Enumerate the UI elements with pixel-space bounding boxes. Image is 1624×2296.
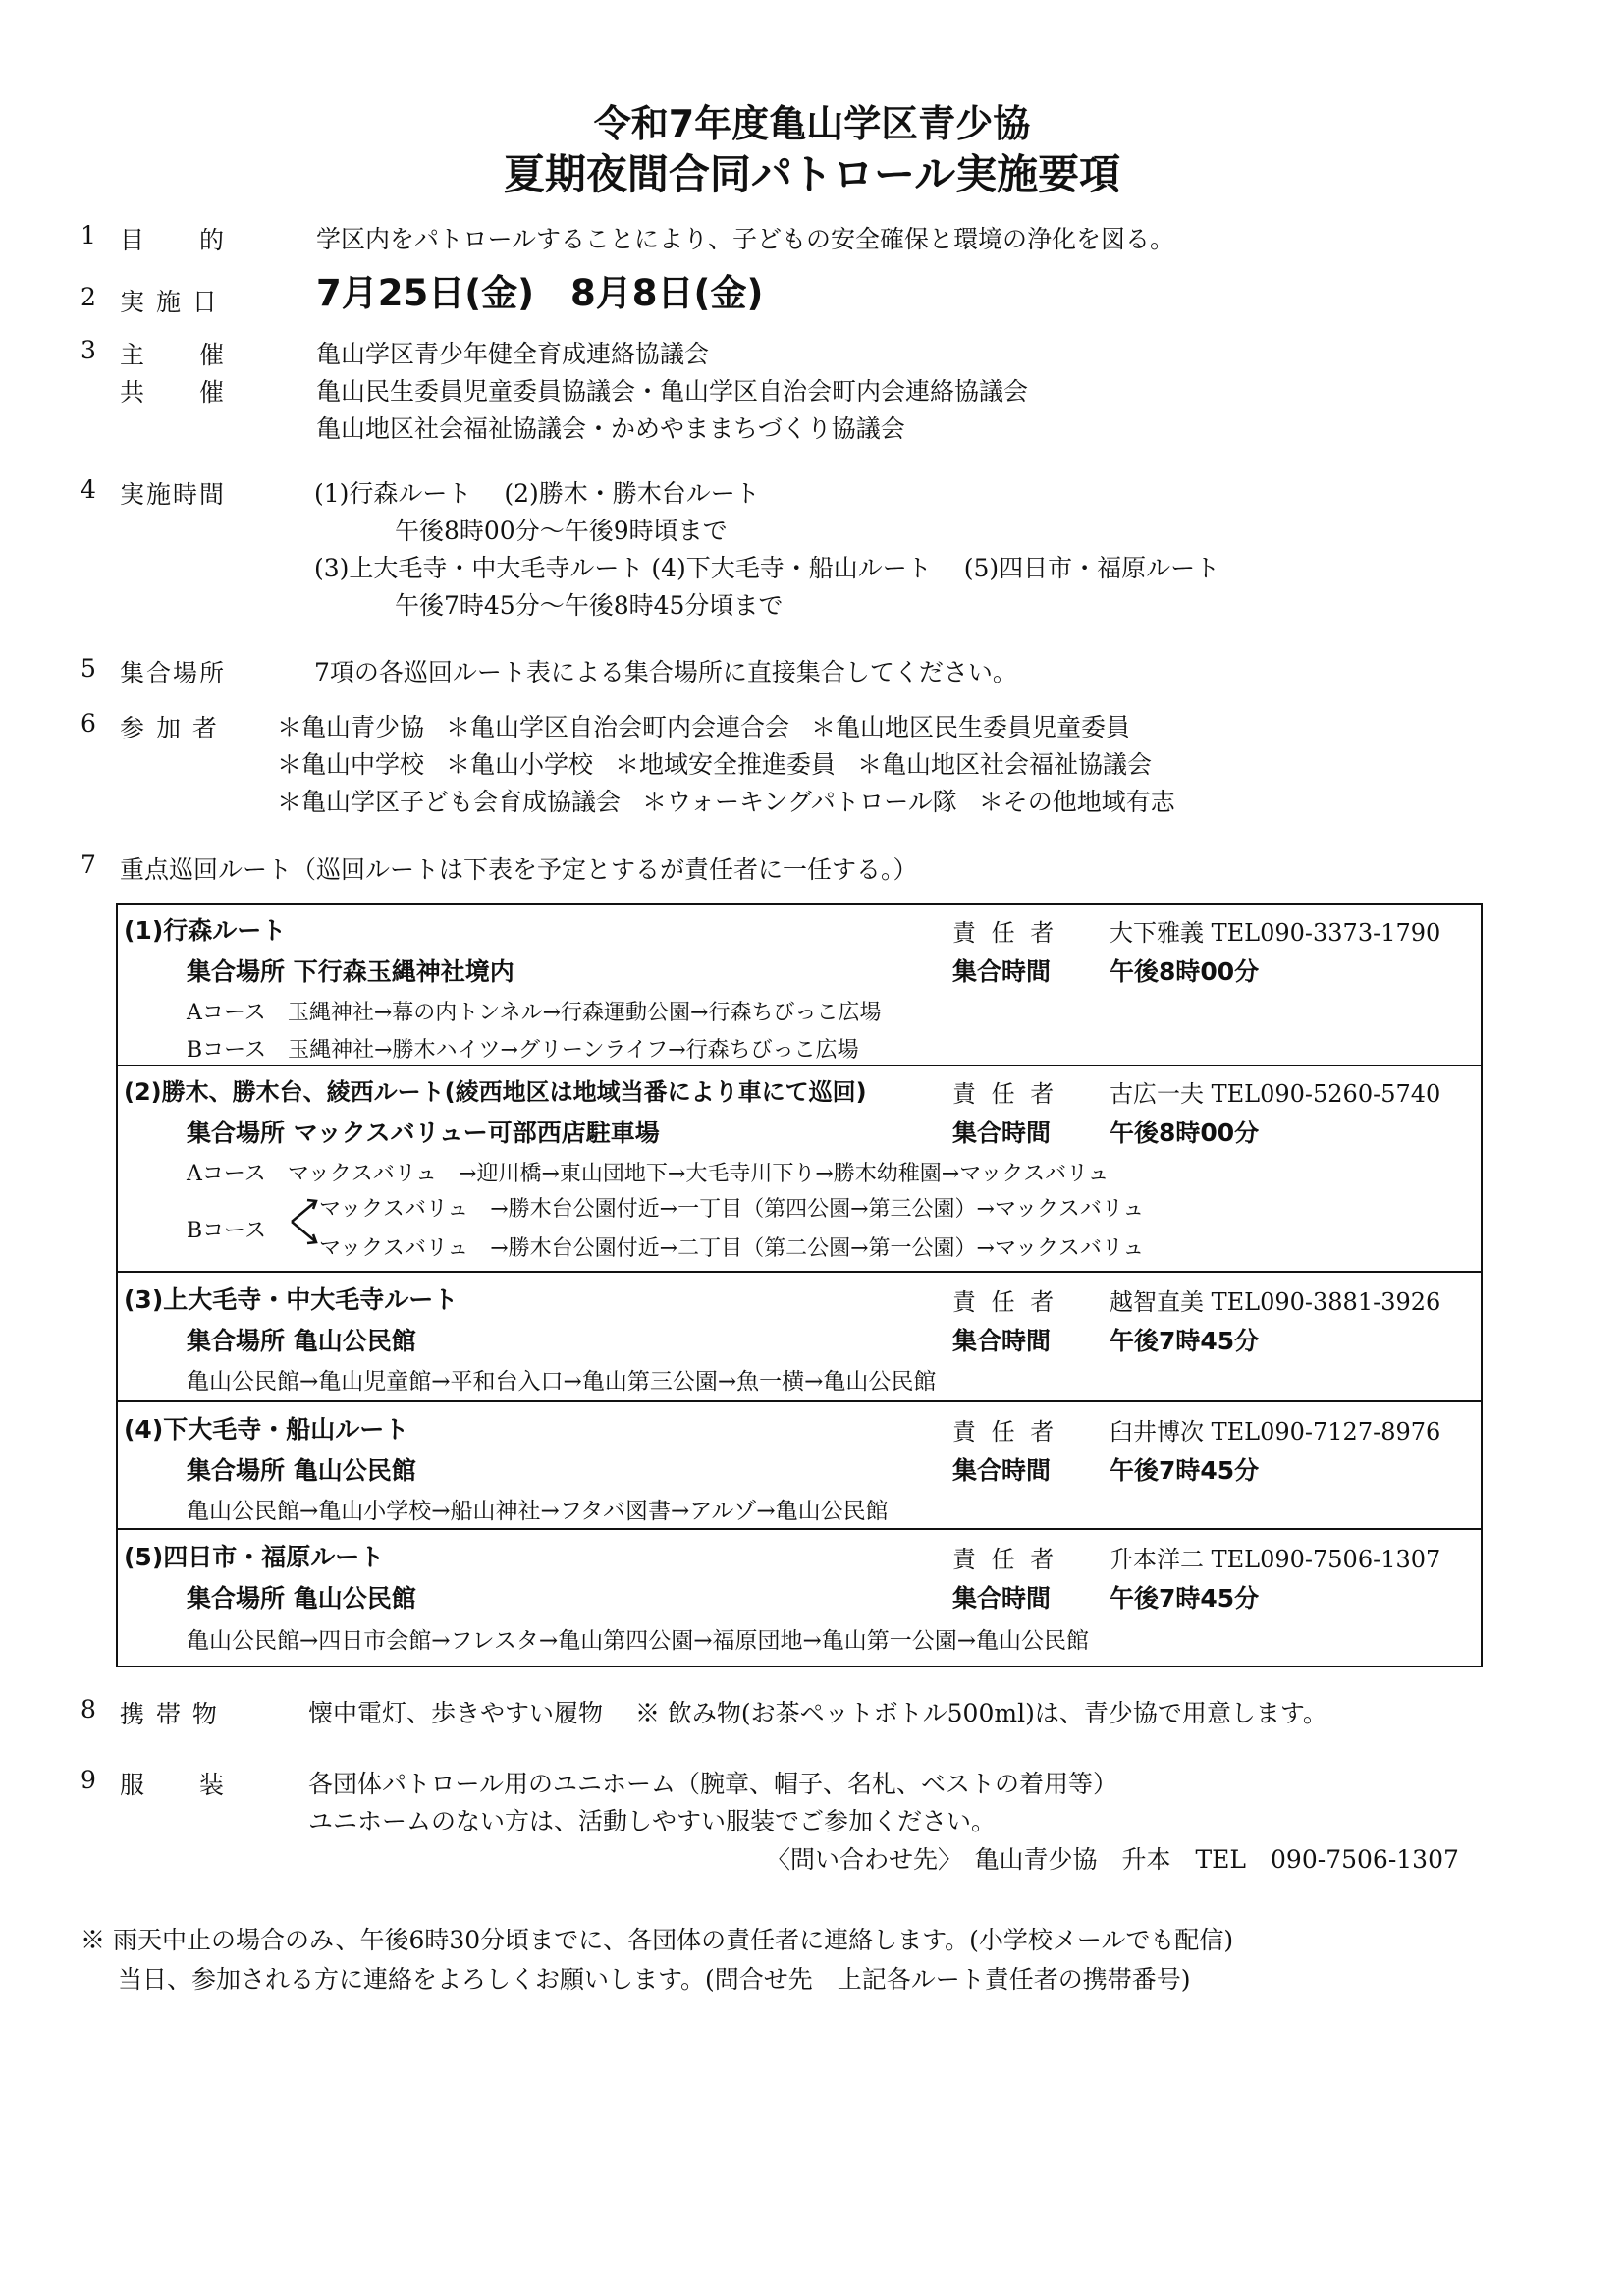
responsible-person: 越智直美 TEL090-3881-3926 <box>1110 1288 1441 1316</box>
route-3 <box>118 1271 1481 1400</box>
meeting-place-label: 集合場所 <box>187 1456 286 1485</box>
meeting-place-label: 集合場所 <box>187 1584 286 1613</box>
responsible-label: 責 任 者 <box>952 1418 1058 1446</box>
participant: ＊ 亀山青少協 <box>277 709 424 746</box>
route-name: (3)上大毛寺・中大毛寺ルート <box>124 1285 459 1314</box>
route-1 <box>118 905 1481 1065</box>
route-name: (2)勝木、勝木台、綾西ルート(綾西地区は地域当番により車にて巡回) <box>124 1078 867 1106</box>
meeting-time: 午後7時45分 <box>1110 1456 1260 1485</box>
meeting-place <box>187 1579 416 1614</box>
section-label: 重点巡回ルート（巡回ルートは下表を予定とするが責任者に一任する。） <box>120 855 918 884</box>
rain-notice-line-1: ※ 雨天中止の場合のみ、午後6時30分頃までに、各団体の責任者に連絡します。(小学校メールでも配信) <box>81 1926 1234 1954</box>
section-attire <box>81 1766 1553 1844</box>
section-number: 5 <box>81 654 96 683</box>
meeting-time-label: 集合時間 <box>952 1119 1052 1147</box>
course-label: Aコース <box>187 1162 266 1186</box>
section-participants <box>81 709 1553 827</box>
course-a <box>187 996 881 1026</box>
responsible-person: 升本洋二 TEL090-7506-1307 <box>1110 1546 1441 1573</box>
responsible-label: 責 任 者 <box>952 1288 1058 1316</box>
section-meeting <box>81 654 1553 693</box>
meeting-time-label: 集合時間 <box>952 1456 1052 1485</box>
course-label: Aコース <box>187 1001 266 1025</box>
course-b-path-1: マックスバリュ →勝木台公園付近→一丁目（第四公園→第三公園）→マックスバリュ <box>319 1197 1145 1222</box>
rain-notice-line-2: 当日、参加される方に連絡をよろしくお願いします。(問合せ先 上記各ルート責任者の携帯番号) <box>118 1965 1191 1994</box>
participant: ＊ その他地域有志 <box>979 784 1175 821</box>
route-path: 亀山公民館→四日市会館→フレスタ→亀山第四公園→福原団地→亀山第一公園→亀山公民館 <box>187 1628 1090 1654</box>
responsible-label: 責 任 者 <box>952 919 1058 947</box>
meeting-place <box>187 1322 416 1357</box>
meeting-text: 7項の各巡回ルート表による集合場所に直接集合してください。 <box>314 658 1017 686</box>
event-dates: 7月25日(金) 8月8日(金) <box>316 272 764 314</box>
times-schedule-2: 午後7時45分～午後8時45分頃まで <box>395 591 784 620</box>
organizer: 亀山学区青少年健全育成連絡協議会 <box>316 340 710 368</box>
times-schedule-1: 午後8時00分～午後9時頃まで <box>395 517 728 545</box>
section-label: 集合場所 <box>120 659 227 687</box>
title-line-1: 令和7年度亀山学区青少協 <box>593 102 1031 145</box>
section-number: 8 <box>81 1695 96 1723</box>
meeting-place-label: 集合場所 <box>187 1327 286 1355</box>
route-name: (1)行森ルート <box>124 916 287 945</box>
rain-notice <box>81 1921 1233 1999</box>
route-path: 亀山公民館→亀山小学校→船山神社→フタバ図書→アルゾ→亀山公民館 <box>187 1499 889 1524</box>
responsible-person: 臼井博次 TEL090-7127-8976 <box>1110 1418 1441 1446</box>
participant: ＊ 亀山地区社会福祉協議会 <box>857 746 1152 784</box>
course-label: Bコース <box>187 1038 267 1063</box>
meeting-place <box>187 1114 660 1149</box>
meeting-place <box>187 953 514 988</box>
attire-line-1: 各団体パトロール用のユニホーム（腕章、帽子、名札、ベストの着用等） <box>308 1770 1118 1798</box>
times-routes-3-5: (3)上大毛寺・中大毛寺ルート (4)下大毛寺・船山ルート (5)四日市・福原ルート <box>314 554 1220 582</box>
responsible-person: 古広一夫 TEL090-5260-5740 <box>1110 1080 1441 1108</box>
participant: ＊ 亀山学区子ども会育成協議会 <box>277 784 621 821</box>
course-a <box>187 1157 1109 1187</box>
participant: ＊ 亀山中学校 <box>277 746 424 784</box>
meeting-time-label: 集合時間 <box>952 1327 1052 1355</box>
routes-table <box>116 903 1483 1667</box>
section-times <box>81 475 1553 632</box>
meeting-place-value: 亀山公民館 <box>293 1456 416 1485</box>
course-b <box>187 1033 859 1064</box>
meeting-place-value: 亀山公民館 <box>293 1584 416 1613</box>
section-purpose <box>81 221 1553 260</box>
section-number: 4 <box>81 475 96 504</box>
meeting-time-label: 集合時間 <box>952 1584 1052 1613</box>
route-path: 亀山公民館→亀山児童館→平和台入口→亀山第三公園→魚一横→亀山公民館 <box>187 1369 937 1394</box>
section-label: 携 帯 物 <box>120 1700 219 1728</box>
section-number: 3 <box>81 336 96 364</box>
section-label: 実施時間 <box>120 480 227 509</box>
meeting-time: 午後7時45分 <box>1110 1584 1260 1613</box>
cohost-2: 亀山地区社会福祉協議会・かめやままちづくり協議会 <box>316 414 905 443</box>
meeting-time: 午後8時00分 <box>1110 1119 1260 1147</box>
branch-arrow-icon <box>290 1196 319 1247</box>
meeting-time: 午後7時45分 <box>1110 1327 1260 1355</box>
section-label-cohost: 共 催 <box>120 378 227 407</box>
attire-line-2: ユニホームのない方は、活動しやすい服装でご参加ください。 <box>308 1807 997 1835</box>
section-label: 実 施 日 <box>120 288 219 316</box>
responsible-label: 責 任 者 <box>952 1080 1058 1108</box>
route-4 <box>118 1400 1481 1528</box>
participant: ＊ 亀山学区自治会町内会連合会 <box>446 709 789 746</box>
participants-row <box>277 709 1514 746</box>
route-name: (5)四日市・福原ルート <box>124 1543 385 1571</box>
times-routes-1-2: (1)行森ルート (2)勝木・勝木台ルート <box>314 479 760 508</box>
route-5 <box>118 1528 1481 1666</box>
purpose-text: 学区内をパトロールすることにより、子どもの安全確保と環境の浄化を図る。 <box>316 225 1175 253</box>
course-path: マックスバリュ →迎川橋→東山団地下→大毛寺川下り→勝木幼稚園→マックスバリュ <box>287 1162 1110 1186</box>
responsible-label: 責 任 者 <box>952 1546 1058 1573</box>
section-number: 2 <box>81 283 96 311</box>
meeting-place-value: マックスバリュー可部西店駐車場 <box>293 1119 660 1147</box>
responsible-person: 大下雅義 TEL090-3373-1790 <box>1110 919 1441 947</box>
participants-row <box>277 746 1514 784</box>
section-label: 目 的 <box>120 226 227 254</box>
meeting-time-label: 集合時間 <box>952 957 1052 986</box>
belongings-text: 懐中電灯、歩きやすい履物 ※ 飲み物(お茶ペットボトル500ml)は、青少協で用意します。 <box>308 1699 1327 1727</box>
participant: ＊ 地域安全推進委員 <box>615 746 836 784</box>
section-label: 参 加 者 <box>120 714 219 742</box>
meeting-place-value: 下行森玉縄神社境内 <box>293 957 514 986</box>
section-routes <box>81 850 1553 890</box>
meeting-time: 午後8時00分 <box>1110 957 1260 986</box>
section-label: 主 催 <box>120 341 227 369</box>
meeting-place-label: 集合場所 <box>187 1119 286 1147</box>
meeting-place-label: 集合場所 <box>187 957 286 986</box>
course-path: 玉縄神社→勝木ハイツ→グリーンライフ→行森ちびっこ広場 <box>288 1038 859 1063</box>
participant: ＊ 亀山地区民生委員児童委員 <box>811 709 1130 746</box>
section-dates <box>81 272 1553 326</box>
section-belongings <box>81 1695 1553 1734</box>
meeting-place-value: 亀山公民館 <box>293 1327 416 1355</box>
route-2 <box>118 1065 1481 1271</box>
section-organizers <box>81 336 1553 454</box>
section-label: 服 装 <box>120 1771 227 1799</box>
contact-info: 〈問い合わせ先〉 亀山青少協 升本 TEL 090-7506-1307 <box>766 1845 1459 1874</box>
course-b-path-2: マックスバリュ →勝木台公園付近→二丁目（第二公園→第一公園）→マックスバリュ <box>319 1236 1145 1261</box>
title-line-2: 夏期夜間合同パトロール実施要項 <box>503 150 1121 198</box>
section-number: 1 <box>81 221 96 249</box>
participants-row <box>277 784 1514 821</box>
participant: ＊ 亀山小学校 <box>446 746 593 784</box>
section-number: 6 <box>81 709 96 738</box>
cohost-1: 亀山民生委員児童委員協議会・亀山学区自治会町内会連絡協議会 <box>316 377 1029 406</box>
section-number: 7 <box>81 850 96 879</box>
participant: ＊ ウォーキングパトロール隊 <box>642 784 957 821</box>
route-name: (4)下大毛寺・船山ルート <box>124 1415 409 1444</box>
course-b-label: Bコース <box>187 1219 267 1243</box>
meeting-place <box>187 1451 416 1487</box>
course-path: 玉縄神社→幕の内トンネル→行森運動公園→行森ちびっこ広場 <box>287 1001 882 1025</box>
section-number: 9 <box>81 1766 96 1794</box>
